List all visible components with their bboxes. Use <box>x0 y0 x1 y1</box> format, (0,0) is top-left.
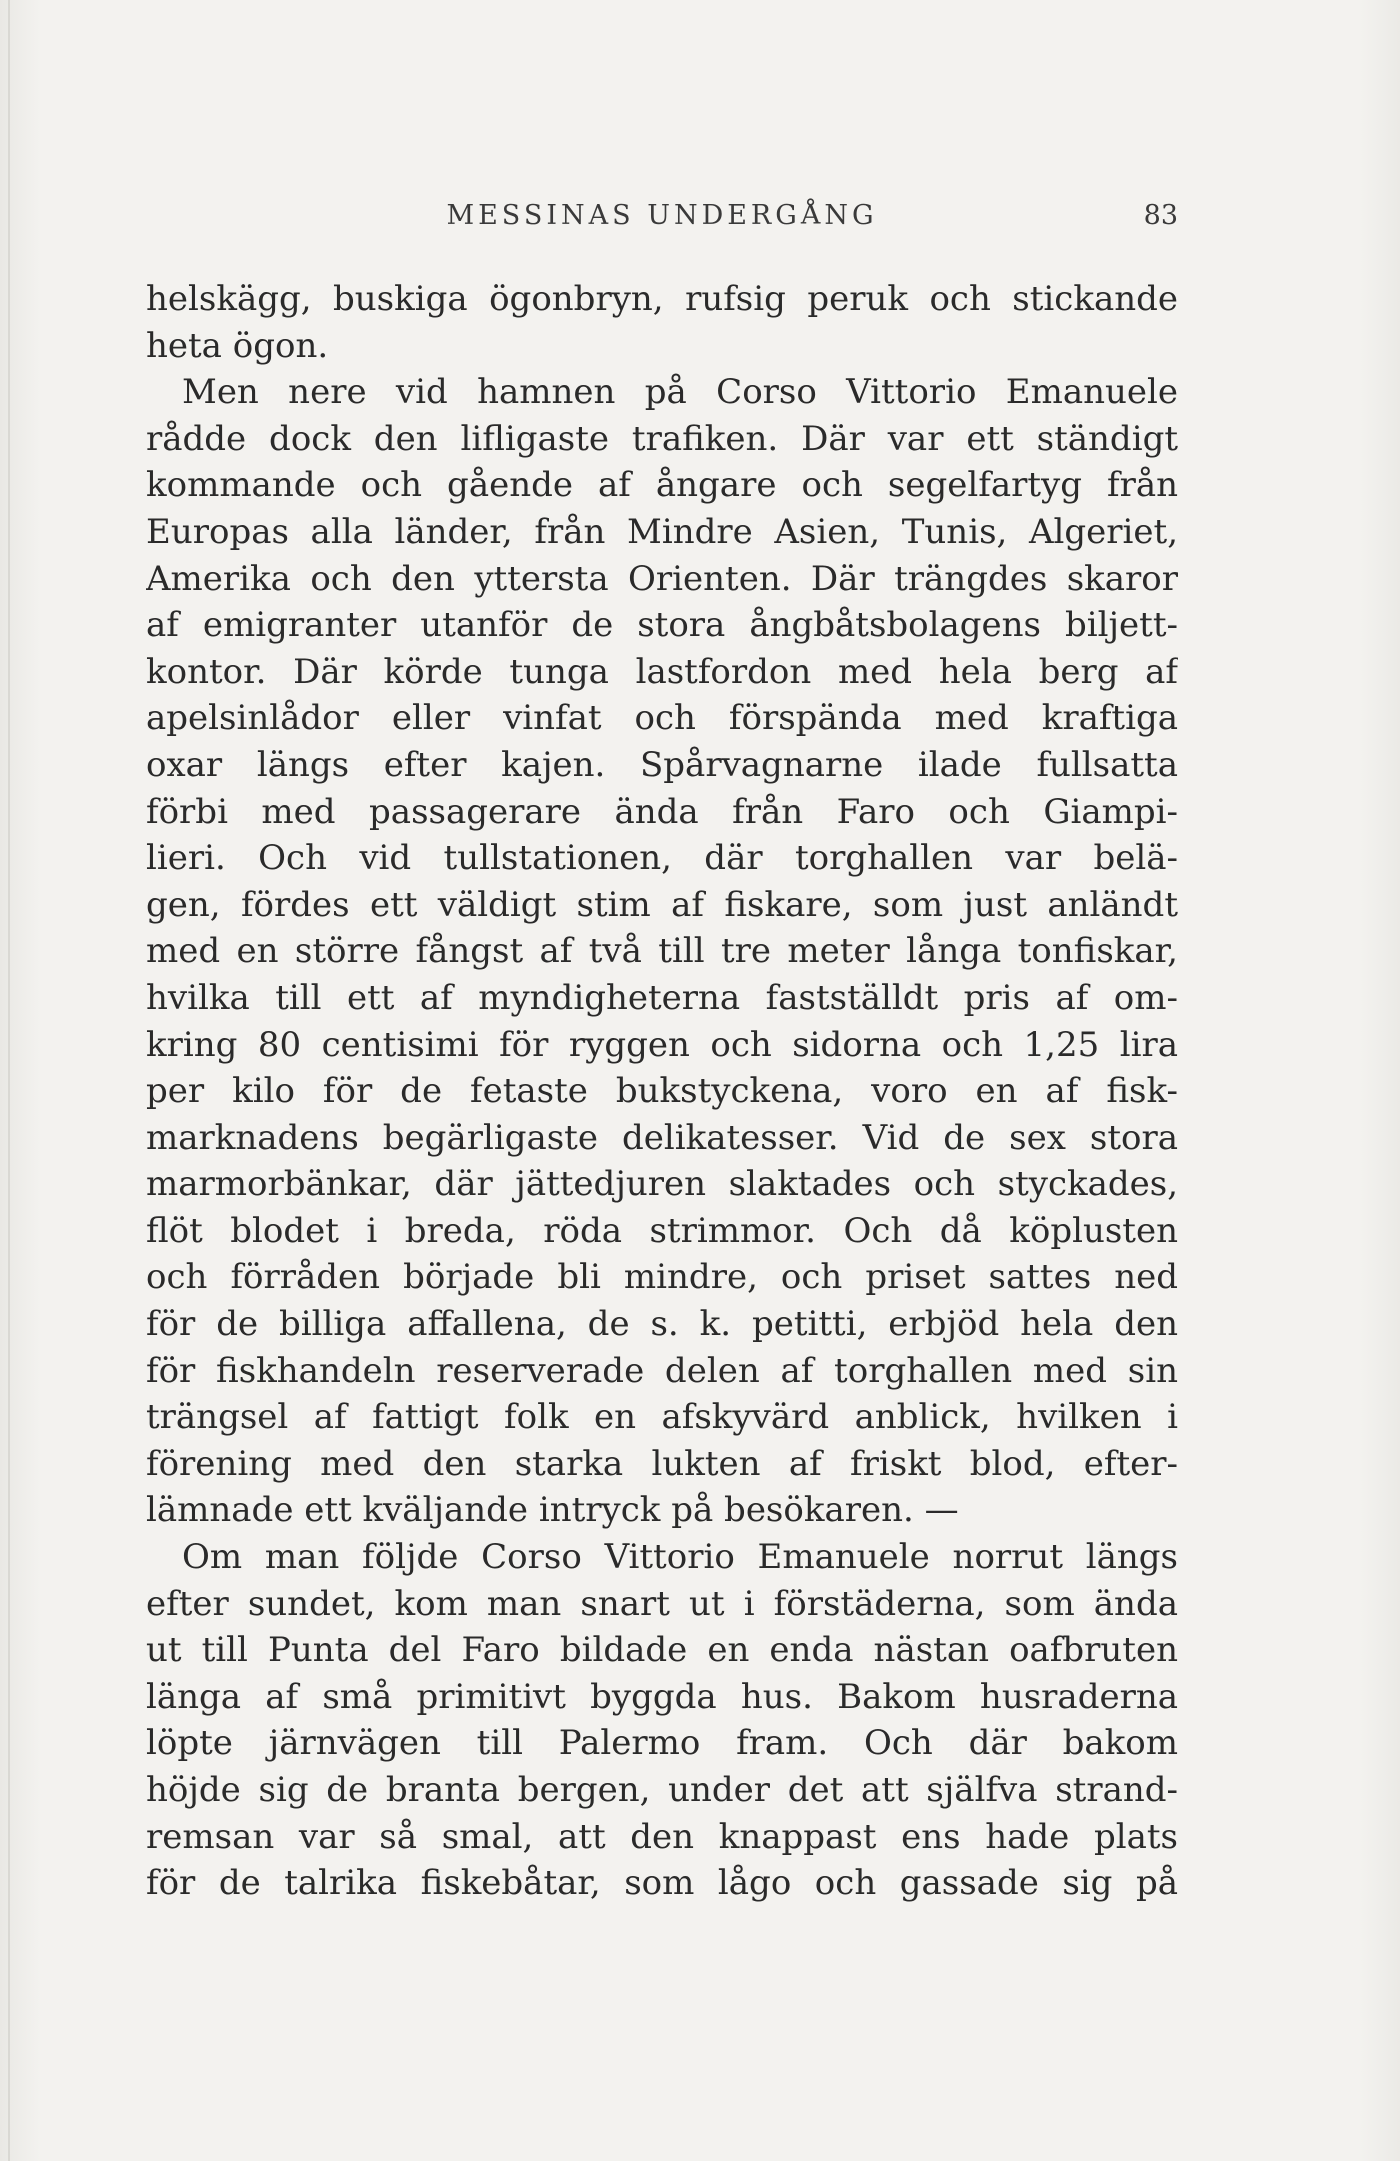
text-line: per kilo för de fetaste bukstyckena, voro en af fisk- <box>146 1071 1178 1112</box>
text-line: gen, fördes ett väldigt stim af fiskare, som just anländt <box>146 884 1178 925</box>
text-line: förening med den starka lukten af friskt blod, efter- <box>146 1443 1178 1484</box>
text-line: kontor. Där körde tunga lastfordon med hela berg af <box>146 651 1178 692</box>
text-line: hvilka till ett af myndigheterna fastställdt pris af om- <box>146 977 1178 1018</box>
text-line: med en större fångst af två till tre meter långa tonfiskar, <box>146 931 1178 972</box>
text-line: Amerika och den yttersta Orienten. Där trängdes skaror <box>146 558 1178 599</box>
text-line: trängsel af fattigt folk en afskyvärd anblick, hvilken i <box>146 1397 1178 1438</box>
text-line: ut till Punta del Faro bildade en enda nästan oafbruten <box>146 1630 1178 1671</box>
page-edge-shadow <box>8 0 10 2161</box>
text-line: och förråden började bli mindre, och priset sattes ned <box>146 1257 1178 1298</box>
text-line: kommande och gående af ångare och segelfartyg från <box>146 465 1178 506</box>
text-line: Om man följde Corso Vittorio Emanuele norrut längs <box>182 1537 1178 1578</box>
text-line: af emigranter utanför de stora ångbåtsbolagens biljett- <box>146 605 1178 646</box>
text-line: apelsinlådor eller vinfat och förspända med kraftiga <box>146 698 1178 739</box>
text-line: Men nere vid hamnen på Corso Vittorio Emanuele <box>182 372 1178 413</box>
text-line: länga af små primitivt byggda hus. Bakom husraderna <box>146 1676 1178 1717</box>
text-line: lieri. Och vid tullstationen, där torghallen var belä- <box>146 838 1178 879</box>
text-line: flöt blodet i breda, röda strimmor. Och då köplusten <box>146 1210 1178 1251</box>
text-line: heta ögon. <box>146 325 329 366</box>
text-line: löpte järnvägen till Palermo fram. Och där bakom <box>146 1723 1178 1764</box>
text-line: Europas alla länder, från Mindre Asien, Tunis, Algeriet, <box>146 511 1178 552</box>
running-title: MESSINAS UNDERGÅNG <box>446 200 878 231</box>
text-line: förbi med passagerare ända från Faro och Giampi- <box>146 791 1178 832</box>
text-line: lämnade ett kväljande intryck på besökaren. — <box>146 1490 959 1531</box>
text-line: helskägg, buskiga ögonbryn, rufsig peruk och stickande <box>146 279 1178 319</box>
text-line: för de billiga affallena, de s. k. petitti, erbjöd hela den <box>146 1304 1178 1345</box>
text-line: kring 80 centisimi för ryggen och sidorna och 1,25 lira <box>146 1024 1178 1065</box>
text-line: marmorbänkar, där jättedjuren slaktades och styckades, <box>146 1164 1178 1205</box>
text-line: för de talrika fiskebåtar, som lågo och gassade sig på <box>146 1863 1178 1904</box>
page-header <box>146 200 1178 240</box>
text-line: efter sundet, kom man snart ut i förstäderna, som ända <box>146 1583 1178 1624</box>
text-line: rådde dock den lifligaste trafiken. Där var ett ständigt <box>146 418 1178 459</box>
paragraph-1 <box>146 276 1178 369</box>
text-line: remsan var så smal, att den knappast ens hade plats <box>146 1816 1178 1857</box>
text-line: oxar längs efter kajen. Spårvagnarne ilade fullsatta <box>146 744 1178 785</box>
body-text <box>146 276 1178 1907</box>
paragraph-3 <box>146 1534 1178 1907</box>
text-line: för fiskhandeln reserverade delen af torghallen med sin <box>146 1350 1178 1391</box>
page-number: 83 <box>1143 200 1178 231</box>
paragraph-2 <box>146 369 1178 1534</box>
text-line: marknadens begärligaste delikatesser. Vid de sex stora <box>146 1117 1178 1158</box>
text-line: höjde sig de branta bergen, under det att själfva strand- <box>146 1770 1178 1810</box>
